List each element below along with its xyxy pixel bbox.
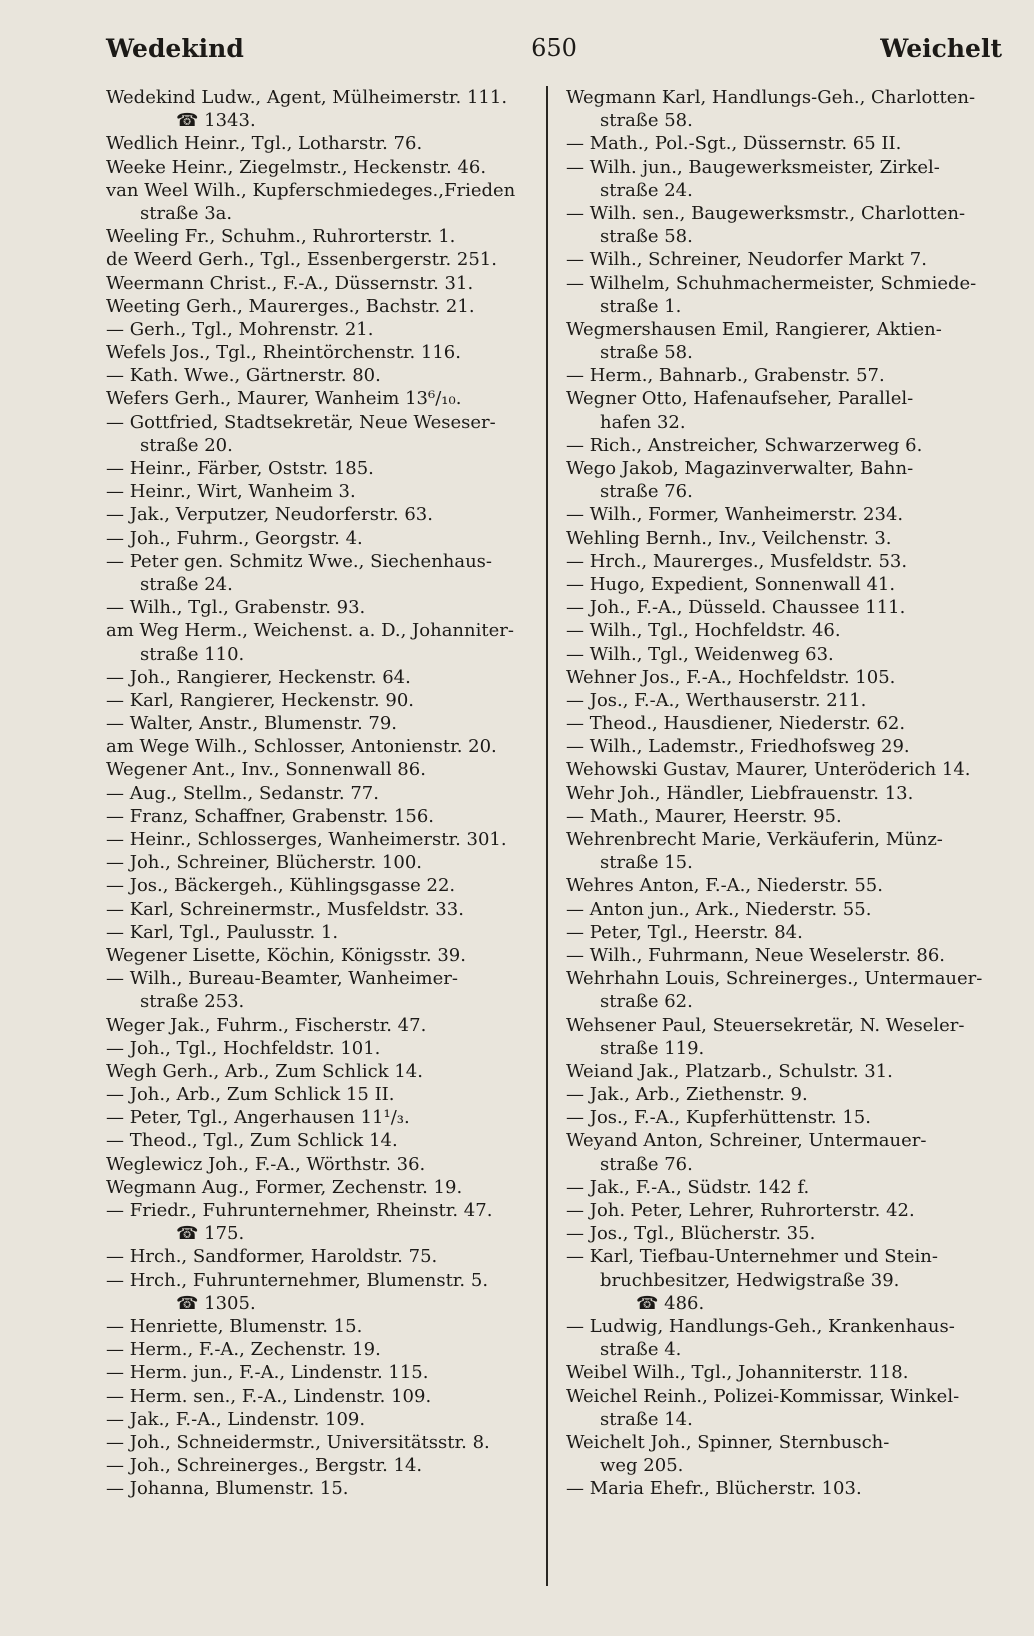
directory-entry: — Wilh., Lademstr., Friedhofsweg 29. — [566, 736, 910, 758]
entry-continuation: straße 58. — [600, 342, 693, 364]
directory-entry: — Wilh., Bureau-Beamter, Wanheimer- — [106, 968, 458, 990]
directory-entry: — Heinr., Wirt, Wanheim 3. — [106, 481, 356, 503]
left-running-head: Wedekind — [106, 34, 244, 63]
directory-entry: — Franz, Schaffner, Grabenstr. 156. — [106, 805, 435, 827]
entry-continuation: straße 20. — [140, 434, 233, 456]
entry-continuation: straße 76. — [600, 1153, 693, 1175]
directory-entry: Wegmann Aug., Former, Zechenstr. 19. — [106, 1176, 463, 1198]
directory-entry: — Hrch., Sandformer, Haroldstr. 75. — [106, 1246, 438, 1268]
directory-entry: — Wilh., Tgl., Grabenstr. 93. — [106, 597, 366, 619]
directory-entry: — Jak., Arb., Ziethenstr. 9. — [566, 1084, 808, 1106]
directory-entry: — Herm., F.-A., Zechenstr. 19. — [106, 1339, 381, 1361]
directory-entry: — Herm. jun., F.-A., Lindenstr. 115. — [106, 1362, 429, 1384]
entry-continuation: straße 253. — [140, 991, 245, 1013]
directory-entry: Wefers Gerh., Maurer, Wanheim 13⁶/₁₀. — [106, 388, 462, 410]
directory-entry: Wegener Lisette, Köchin, Königsstr. 39. — [106, 944, 466, 966]
telephone-entry: ☎ 175. — [176, 1223, 245, 1245]
entry-continuation: straße 1. — [600, 295, 682, 317]
directory-entry: van Weel Wilh., Kupferschmiedeges.,Frieden — [106, 179, 516, 201]
directory-entry: — Peter gen. Schmitz Wwe., Siechenhaus- — [106, 550, 492, 572]
directory-entry: — Wilh. jun., Baugewerksmeister, Zirkel- — [566, 156, 940, 178]
directory-entry: — Anton jun., Ark., Niederstr. 55. — [566, 898, 872, 920]
directory-entry: — Wilh., Schreiner, Neudorfer Markt 7. — [566, 249, 927, 271]
entry-continuation: straße 3a. — [140, 202, 233, 224]
entry-continuation: straße 58. — [600, 226, 693, 248]
directory-entry: — Maria Ehefr., Blücherstr. 103. — [566, 1478, 862, 1500]
directory-entry: Weichelt Joh., Spinner, Sternbusch- — [566, 1431, 890, 1453]
directory-entry: Weeting Gerh., Maurerges., Bachstr. 21. — [106, 295, 475, 317]
directory-entry: Wefels Jos., Tgl., Rheintörchenstr. 116. — [106, 342, 461, 364]
directory-entry: Wegner Otto, Hafenaufseher, Parallel- — [566, 388, 914, 410]
entry-continuation: weg 205. — [600, 1455, 684, 1477]
entry-continuation: straße 110. — [140, 643, 245, 665]
directory-entry: Weeling Fr., Schuhm., Ruhrorterstr. 1. — [106, 226, 456, 248]
directory-entry: Wedlich Heinr., Tgl., Lotharstr. 76. — [106, 133, 423, 155]
entry-continuation: straße 119. — [600, 1037, 705, 1059]
right-running-head: Weichelt — [880, 34, 1002, 63]
directory-entry: — Joh., Rangierer, Heckenstr. 64. — [106, 666, 411, 688]
directory-entry: — Theod., Tgl., Zum Schlick 14. — [106, 1130, 398, 1152]
directory-entry: — Hrch., Fuhrunternehmer, Blumenstr. 5. — [106, 1269, 489, 1291]
directory-entry: Weiand Jak., Platzarb., Schulstr. 31. — [566, 1060, 893, 1082]
directory-entry: — Wilhelm, Schuhmachermeister, Schmiede- — [566, 272, 977, 294]
directory-entry: — Wilh., Tgl., Weidenweg 63. — [566, 643, 834, 665]
entry-continuation: straße 62. — [600, 991, 693, 1013]
directory-entry: Weglewicz Joh., F.-A., Wörthstr. 36. — [106, 1153, 426, 1175]
column-divider — [546, 86, 548, 1586]
telephone-entry: ☎ 1305. — [176, 1292, 256, 1314]
directory-entry: Weibel Wilh., Tgl., Johanniterstr. 118. — [566, 1362, 909, 1384]
directory-entry: — Wilh. sen., Baugewerksmstr., Charlotten- — [566, 202, 966, 224]
directory-entry: Wehling Bernh., Inv., Veilchenstr. 3. — [566, 527, 892, 549]
directory-entry: — Wilh., Tgl., Hochfeldstr. 46. — [566, 620, 841, 642]
directory-entry: — Johanna, Blumenstr. 15. — [106, 1478, 349, 1500]
directory-entry: — Karl, Schreinermstr., Musfeldstr. 33. — [106, 898, 464, 920]
directory-entry: — Henriette, Blumenstr. 15. — [106, 1315, 363, 1337]
entry-continuation: straße 76. — [600, 481, 693, 503]
directory-entry: — Wilh., Former, Wanheimerstr. 234. — [566, 504, 904, 526]
page-header — [106, 34, 1002, 74]
directory-entry: — Joh., Tgl., Hochfeldstr. 101. — [106, 1037, 381, 1059]
entry-continuation: straße 14. — [600, 1408, 693, 1430]
directory-entry: — Jos., F.-A., Werthauserstr. 211. — [566, 689, 867, 711]
entry-continuation: hafen 32. — [600, 411, 686, 433]
right-column — [566, 86, 1002, 1500]
directory-entry: Wehr Joh., Händler, Liebfrauenstr. 13. — [566, 782, 914, 804]
directory-entry: — Peter, Tgl., Angerhausen 11¹/₃. — [106, 1107, 410, 1129]
directory-entry: — Jak., F.-A., Südstr. 142 f. — [566, 1176, 810, 1198]
directory-entry: — Math., Pol.-Sgt., Düssernstr. 65 II. — [566, 133, 902, 155]
directory-entry: — Friedr., Fuhrunternehmer, Rheinstr. 47. — [106, 1200, 493, 1221]
directory-entry: — Joh. Peter, Lehrer, Ruhrorterstr. 42. — [566, 1200, 915, 1221]
telephone-entry: ☎ 1343. — [176, 110, 256, 132]
directory-entry: — Karl, Tgl., Paulusstr. 1. — [106, 921, 339, 943]
directory-entry: — Jos., Tgl., Blücherstr. 35. — [566, 1223, 816, 1245]
directory-entry: Wegmann Karl, Handlungs-Geh., Charlotten- — [566, 87, 976, 108]
directory-entry: — Joh., Arb., Zum Schlick 15 II. — [106, 1084, 395, 1106]
directory-entry: — Jak., F.-A., Lindenstr. 109. — [106, 1408, 366, 1430]
directory-entry: Wehner Jos., F.-A., Hochfeldstr. 105. — [566, 666, 896, 688]
directory-entry: — Walter, Anstr., Blumenstr. 79. — [106, 713, 398, 735]
entry-continuation: bruchbesitzer, Hedwigstraße 39. — [600, 1269, 900, 1291]
directory-entry: — Aug., Stellm., Sedanstr. 77. — [106, 782, 379, 804]
directory-entry: — Herm., Bahnarb., Grabenstr. 57. — [566, 365, 885, 387]
directory-entry: Weeke Heinr., Ziegelmstr., Heckenstr. 46. — [106, 156, 487, 178]
directory-entry: — Heinr., Färber, Oststr. 185. — [106, 458, 374, 479]
directory-entry: Wedekind Ludw., Agent, Mülheimerstr. 111. — [106, 87, 508, 108]
directory-entry: Weyand Anton, Schreiner, Untermauer- — [566, 1130, 927, 1152]
page-number: 650 — [531, 34, 577, 62]
directory-entry: am Wege Wilh., Schlosser, Antonienstr. 20. — [106, 736, 497, 758]
directory-entry: — Hugo, Expedient, Sonnenwall 41. — [566, 573, 896, 595]
directory-entry: Wehrenbrecht Marie, Verkäuferin, Münz- — [566, 829, 943, 850]
directory-entry: — Heinr., Schlosserges, Wanheimerstr. 301. — [106, 829, 507, 850]
directory-entry: Weermann Christ., F.-A., Düssernstr. 31. — [106, 272, 474, 294]
directory-entry: — Peter, Tgl., Heerstr. 84. — [566, 921, 803, 943]
directory-entry: — Joh., Fuhrm., Georgstr. 4. — [106, 527, 363, 549]
entry-continuation: straße 15. — [600, 852, 693, 874]
directory-entry: Wehrhahn Louis, Schreinerges., Untermauer- — [566, 968, 983, 990]
directory-entry: — Jos., F.-A., Kupferhüttenstr. 15. — [566, 1107, 871, 1129]
directory-entry: — Karl, Tiefbau-Unternehmer und Stein- — [566, 1246, 938, 1268]
directory-entry: de Weerd Gerh., Tgl., Essenbergerstr. 251. — [106, 249, 497, 271]
directory-entry: — Theod., Hausdiener, Niederstr. 62. — [566, 713, 906, 735]
directory-entry: — Math., Maurer, Heerstr. 95. — [566, 805, 842, 827]
directory-entry: Wehres Anton, F.-A., Niederstr. 55. — [566, 875, 883, 897]
telephone-entry: ☎ 486. — [636, 1292, 705, 1314]
directory-entry: — Wilh., Fuhrmann, Neue Weselerstr. 86. — [566, 944, 946, 966]
directory-entry: — Ludwig, Handlungs-Geh., Krankenhaus- — [566, 1315, 955, 1337]
directory-entry: — Gottfried, Stadtsekretär, Neue Weseser- — [106, 411, 496, 433]
directory-entry: — Hrch., Maurerges., Musfeldstr. 53. — [566, 550, 908, 572]
directory-entry: — Joh., Schreinerges., Bergstr. 14. — [106, 1455, 423, 1477]
directory-entry: — Jak., Verputzer, Neudorferstr. 63. — [106, 504, 433, 526]
entry-continuation: straße 24. — [140, 573, 233, 595]
directory-entry: Wehowski Gustav, Maurer, Unteröderich 14. — [566, 759, 971, 781]
directory-entry: Weger Jak., Fuhrm., Fischerstr. 47. — [106, 1014, 427, 1036]
directory-entry: — Jos., Bäckergeh., Kühlingsgasse 22. — [106, 875, 456, 897]
directory-entry: Wegener Ant., Inv., Sonnenwall 86. — [106, 759, 426, 781]
directory-entry: Wegmershausen Emil, Rangierer, Aktien- — [566, 318, 942, 340]
directory-entry: — Kath. Wwe., Gärtnerstr. 80. — [106, 365, 381, 387]
entry-continuation: straße 58. — [600, 110, 693, 132]
left-column — [106, 86, 532, 1500]
directory-entry: Wehsener Paul, Steuersekretär, N. Weseler- — [566, 1014, 965, 1036]
entry-continuation: straße 4. — [600, 1339, 682, 1361]
directory-entry: — Joh., Schreiner, Blücherstr. 100. — [106, 852, 422, 874]
directory-entry: Wegh Gerh., Arb., Zum Schlick 14. — [106, 1060, 423, 1082]
directory-entry: — Gerh., Tgl., Mohrenstr. 21. — [106, 318, 374, 340]
directory-entry: — Joh., Schneidermstr., Universitätsstr. 8. — [106, 1431, 490, 1453]
directory-entry: — Herm. sen., F.-A., Lindenstr. 109. — [106, 1385, 432, 1407]
directory-entry: am Weg Herm., Weichenst. a. D., Johanniter- — [106, 620, 514, 642]
directory-entry: — Joh., F.-A., Düsseld. Chaussee 111. — [566, 597, 906, 619]
entry-continuation: straße 24. — [600, 179, 693, 201]
directory-entry: — Karl, Rangierer, Heckenstr. 90. — [106, 689, 415, 711]
directory-entry: — Rich., Anstreicher, Schwarzerweg 6. — [566, 434, 923, 456]
directory-entry: Weichel Reinh., Polizei-Kommissar, Winkel- — [566, 1385, 960, 1407]
directory-entry: Wego Jakob, Magazinverwalter, Bahn- — [566, 458, 914, 479]
